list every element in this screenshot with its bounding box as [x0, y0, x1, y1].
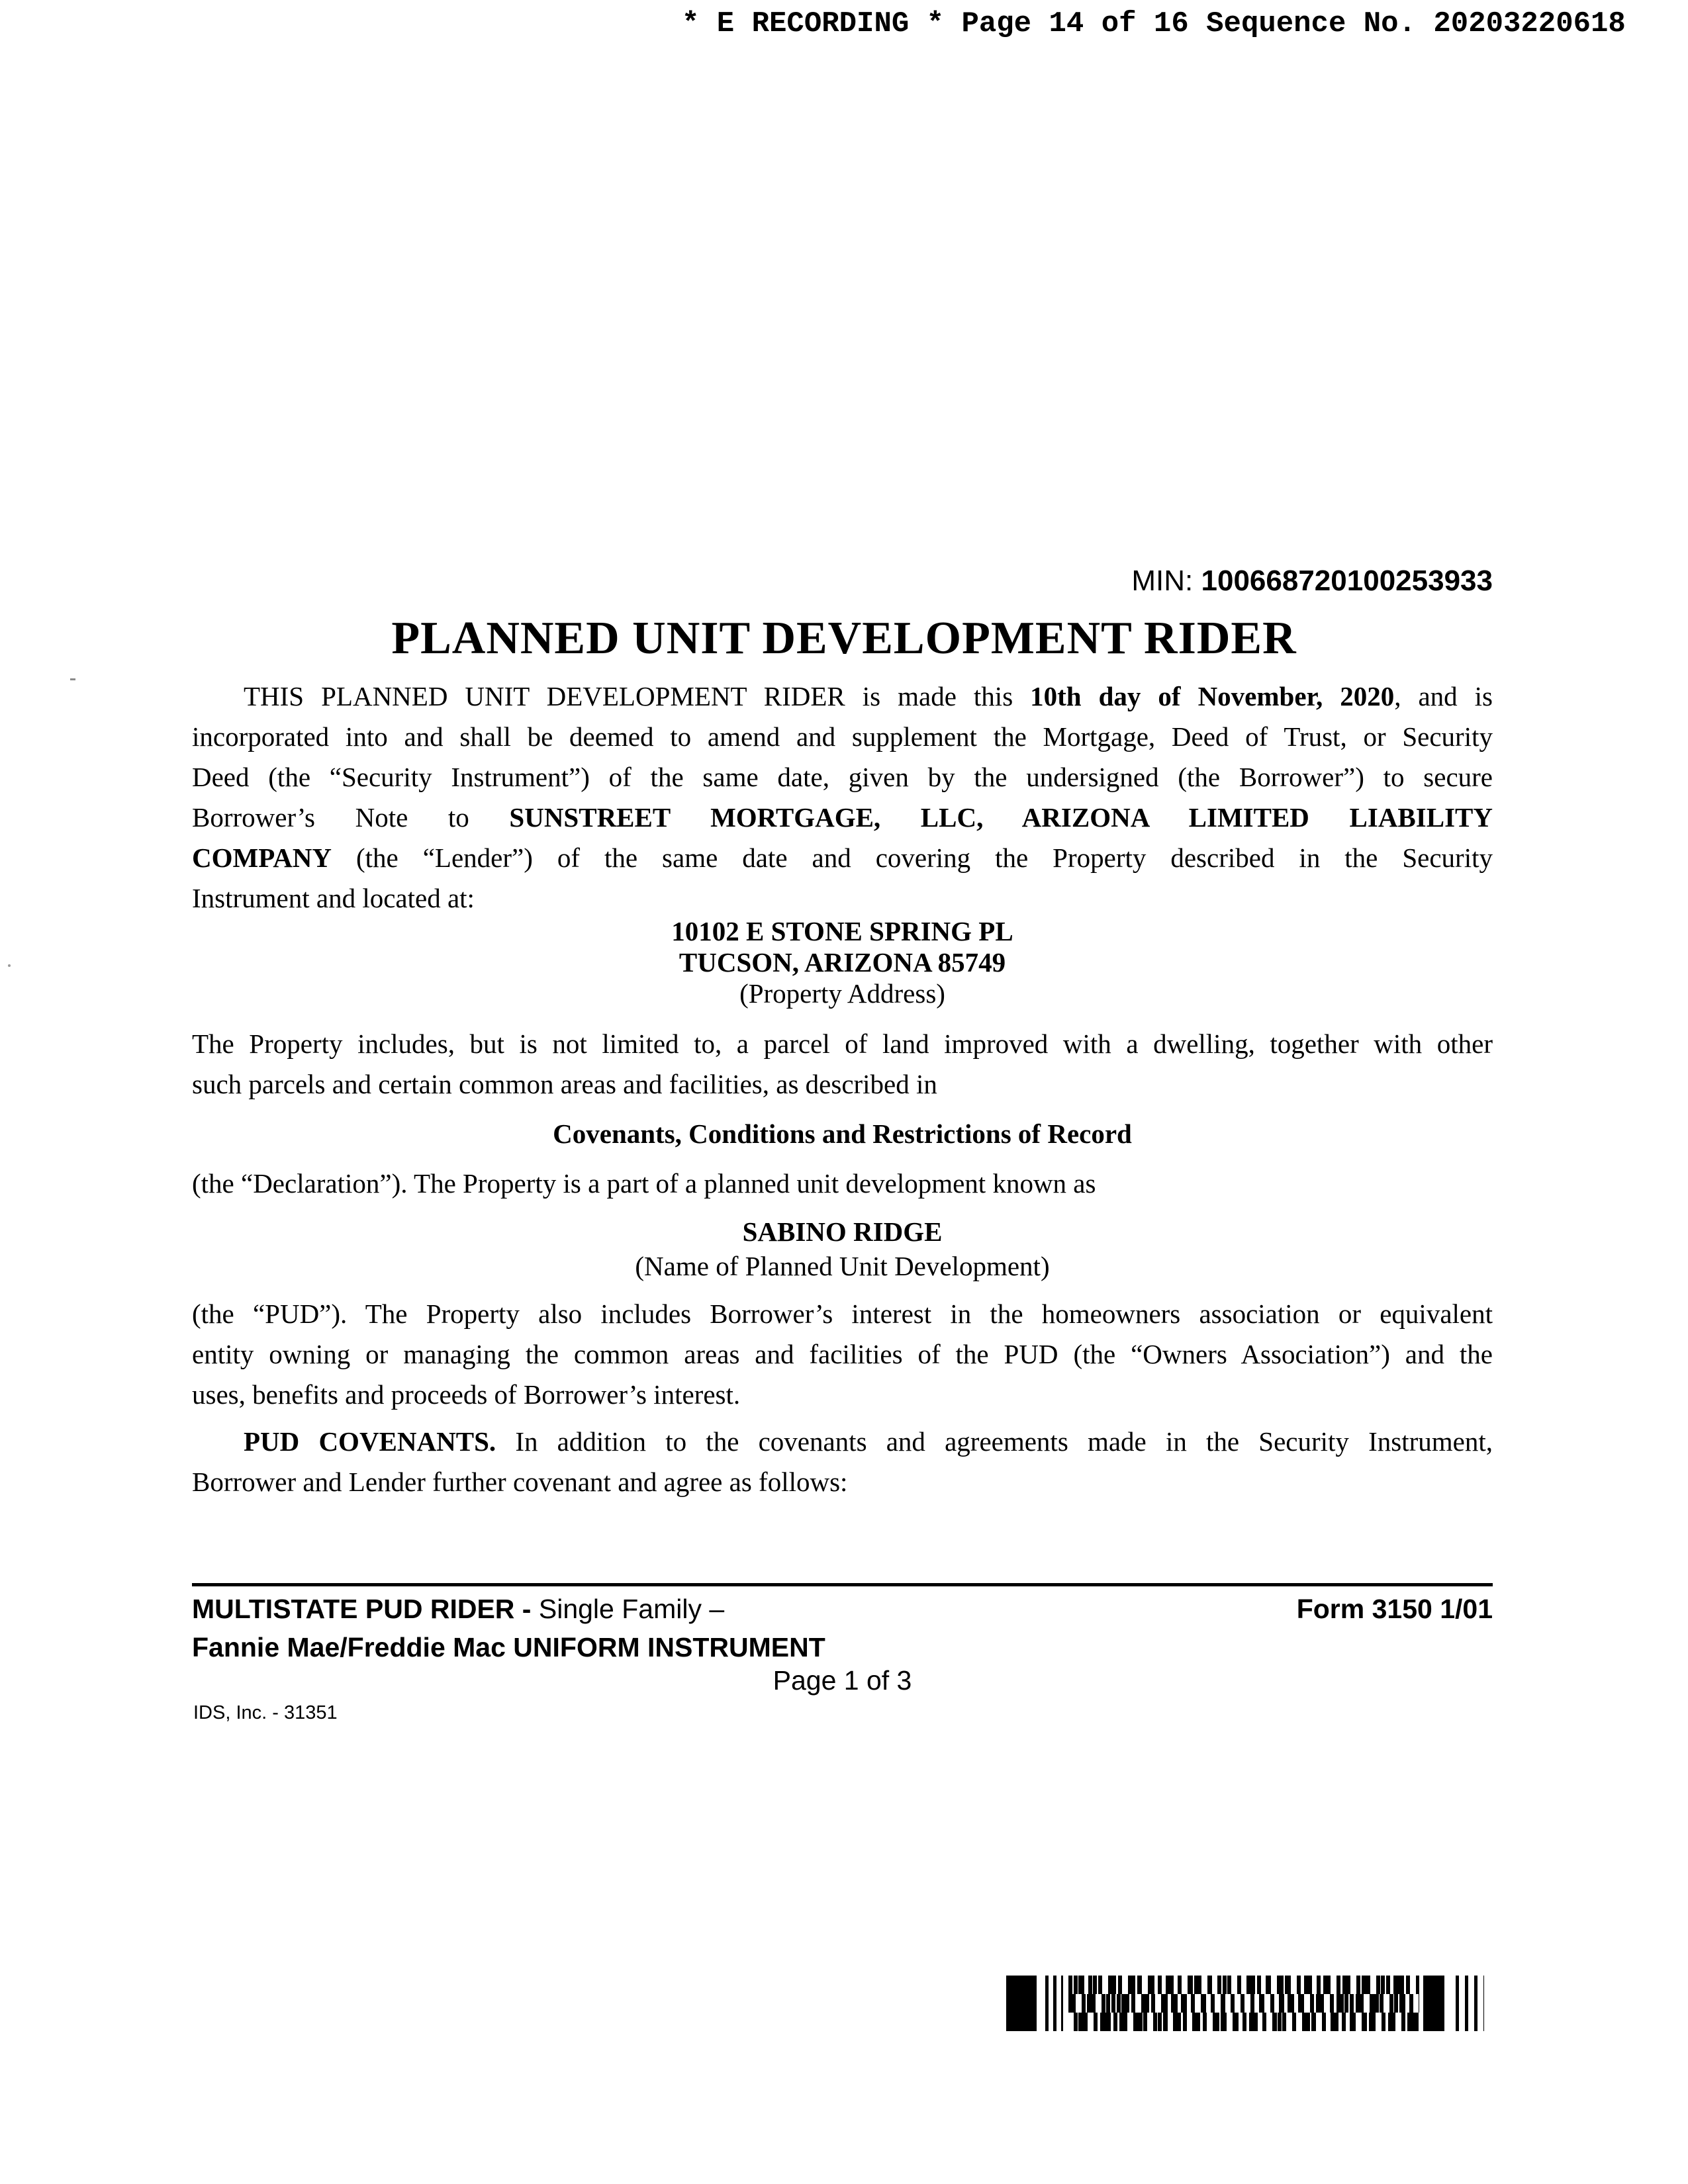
- min-line: [1131, 565, 1493, 597]
- paragraph-property-includes: [192, 1024, 1493, 1105]
- footer-rider-title: MULTISTATE PUD RIDER -: [192, 1594, 532, 1624]
- property-address-line2: TUCSON, ARIZONA 85749: [679, 947, 1006, 978]
- footer-rider-family: Single Family –: [531, 1594, 725, 1624]
- form-number: Form 3150 1/01: [1296, 1594, 1493, 1624]
- document-title: PLANNED UNIT DEVELOPMENT RIDER: [391, 613, 1297, 664]
- barcode-row: [1068, 1976, 1419, 1994]
- barcode-row: [1068, 2013, 1419, 2031]
- text-line: (the “PUD”). The Property also includes Borrower’s interest in the homeowners association or equivalent: [192, 1298, 1493, 1329]
- barcode-right-guard-bars: [1450, 1976, 1484, 2031]
- text-line: Instrument and located at:: [192, 883, 475, 913]
- min-label: MIN:: [1131, 565, 1201, 597]
- page-indicator: Page 1 of 3: [773, 1665, 912, 1696]
- text-line: such parcels and certain common areas and facilities, as described in: [192, 1069, 937, 1099]
- pud-name: SABINO RIDGE: [742, 1216, 943, 1247]
- pud-name-caption: (Name of Planned Unit Development): [635, 1251, 1050, 1281]
- footer-left-block: [192, 1590, 825, 1666]
- paragraph-pud-covenants: [192, 1422, 1493, 1502]
- barcode: [1006, 1976, 1484, 2031]
- text-line: THIS PLANNED UNIT DEVELOPMENT RIDER is made this 10th day of November, 2020, and is: [244, 681, 1493, 711]
- footer-instrument-line: Fannie Mae/Freddie Mac UNIFORM INSTRUMENT: [192, 1632, 825, 1662]
- paragraph-pud-interest: [192, 1294, 1493, 1415]
- property-address-block: [192, 916, 1493, 1009]
- barcode-row: [1068, 1994, 1419, 2013]
- barcode-body: [1068, 1976, 1419, 2031]
- barcode-end-block: [1423, 1976, 1444, 2031]
- scan-artifact: [70, 678, 75, 680]
- barcode-left-guard-bars: [1041, 1976, 1063, 2031]
- text-line: Borrower and Lender further covenant and agree as follows:: [192, 1467, 848, 1497]
- text-line: Deed (the “Security Instrument”) of the same date, given by the undersigned (the Borrower”) to secure: [192, 762, 1493, 792]
- covenants-heading: Covenants, Conditions and Restrictions of Record: [553, 1118, 1132, 1149]
- text-line: (the “Declaration”). The Property is a part of a planned unit development known as: [192, 1168, 1096, 1199]
- text-line: incorporated into and shall be deemed to amend and supplement the Mortgage, Deed of Trust, or Security: [192, 721, 1493, 752]
- barcode-start-block: [1006, 1976, 1037, 2031]
- vendor-id: IDS, Inc. - 31351: [193, 1702, 338, 1723]
- document-body: [192, 676, 1493, 1502]
- footer-rider-line: [192, 1590, 825, 1628]
- property-address-caption: (Property Address): [739, 978, 945, 1009]
- recording-header: * E RECORDING * Page 14 of 16 Sequence No. 20203220618: [682, 7, 1626, 40]
- footer: [192, 1590, 1493, 1666]
- paragraph-opening: [192, 676, 1493, 919]
- paragraph-declaration: [192, 1163, 1493, 1204]
- text-line: PUD COVENANTS. In addition to the covenants and agreements made in the Security Instrument,: [244, 1426, 1493, 1457]
- min-number: 100668720100253933: [1201, 565, 1493, 597]
- scan-artifact: [8, 964, 11, 967]
- text-line: The Property includes, but is not limited to, a parcel of land improved with a dwelling, together with other: [192, 1028, 1493, 1059]
- text-line: Borrower’s Note to SUNSTREET MORTGAGE, LLC, ARIZONA LIMITED LIABILITY: [192, 802, 1493, 833]
- text-line: entity owning or managing the common areas and facilities of the PUD (the “Owners Association”) and the: [192, 1339, 1493, 1369]
- text-line: COMPANY (the “Lender”) of the same date and covering the Property described in the Security: [192, 842, 1493, 873]
- property-address-line1: 10102 E STONE SPRING PL: [671, 916, 1013, 946]
- footer-divider: [192, 1583, 1493, 1586]
- text-line: uses, benefits and proceeds of Borrower’s interest.: [192, 1379, 741, 1410]
